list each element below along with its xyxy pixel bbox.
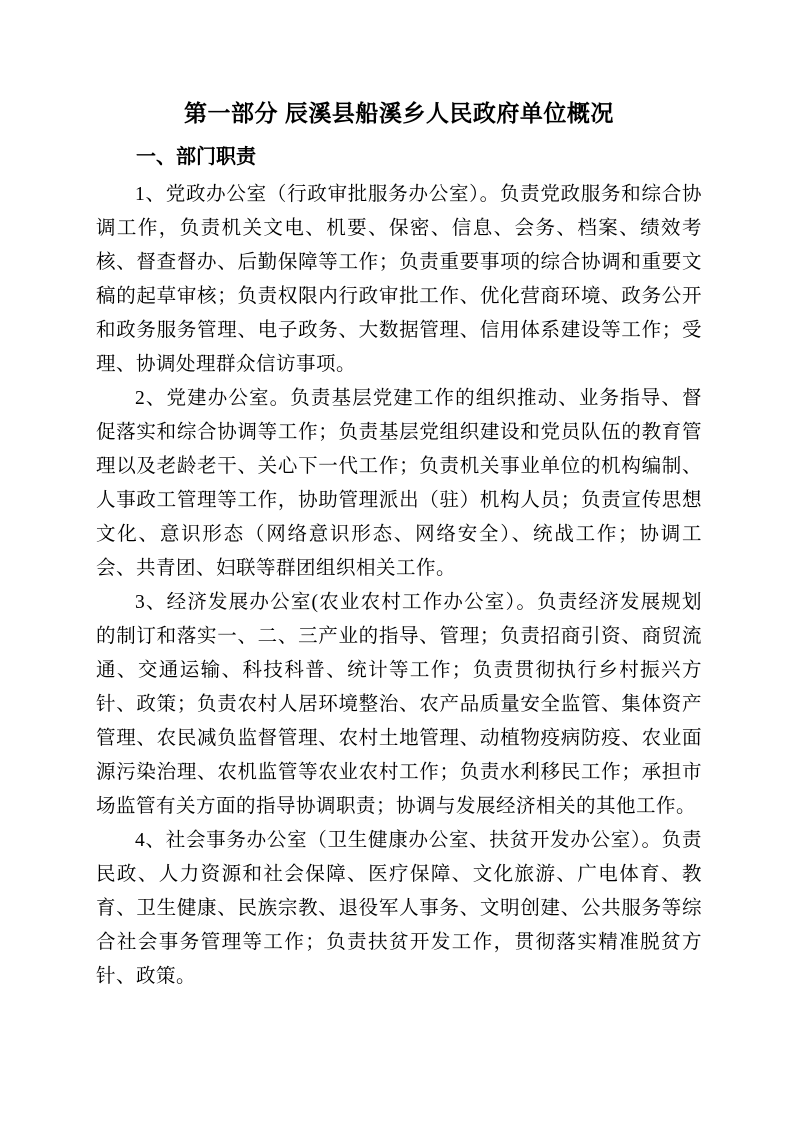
paragraph-1: 1、党政办公室（行政审批服务办公室）。负责党政服务和综合协调工作，负责机关文电、机要、保密、信息、会务、档案、绩效考核、督查督办、后勤保障等工作；负责重要事项的综合协调和重要文稿的起草审核；负责权限内行政审批工作、优化营商环境、政务公开和政务服务管理、电子政务、大数据管理、信用体系建设等工作；受理、协调处理群众信访事项。	[96, 184, 702, 375]
section-heading: 一、部门职责	[136, 146, 256, 168]
paragraph-3: 3、经济发展办公室(农业农村工作办公室）。负责经济发展规划的制订和落实一、二、三产业的指导、管理；负责招商引资、商贸流通、交通运输、科技科普、统计等工作；负责贯彻执行乡村振兴方针、政策；负责农村人居环境整治、农产品质量安全监管、集体资产管理、农民减负监督管理、农村土地管理、动植物疫病防疫、农业面源污染治理、农机监管等农业农村工作；负责水利移民工作；承担市场监管有关方面的指导协调职责；协调与发展经济相关的其他工作。	[96, 592, 702, 817]
document-title: 第一部分 辰溪县船溪乡人民政府单位概况	[184, 100, 614, 126]
document-content	[96, 98, 702, 994]
paragraph-2: 2、党建办公室。负责基层党建工作的组织推动、业务指导、督促落实和综合协调等工作；负责基层党组织建设和党员队伍的教育管理以及老龄老干、关心下一代工作；负责机关事业单位的机构编制、人事政工管理等工作，协助管理派出（驻）机构人员；负责宣传思想文化、意识形态（网络意识形态、网络安全）、统战工作；协调工会、共青团、妇联等群团组织相关工作。	[96, 388, 702, 579]
paragraph-4: 4、社会事务办公室（卫生健康办公室、扶贫开发办公室）。负责民政、人力资源和社会保障、医疗保障、文化旅游、广电体育、教育、卫生健康、民族宗教、退役军人事务、文明创建、公共服务等综合社会事务管理等工作；负责扶贫开发工作，贯彻落实精准脱贫方针、政策。	[96, 830, 702, 987]
